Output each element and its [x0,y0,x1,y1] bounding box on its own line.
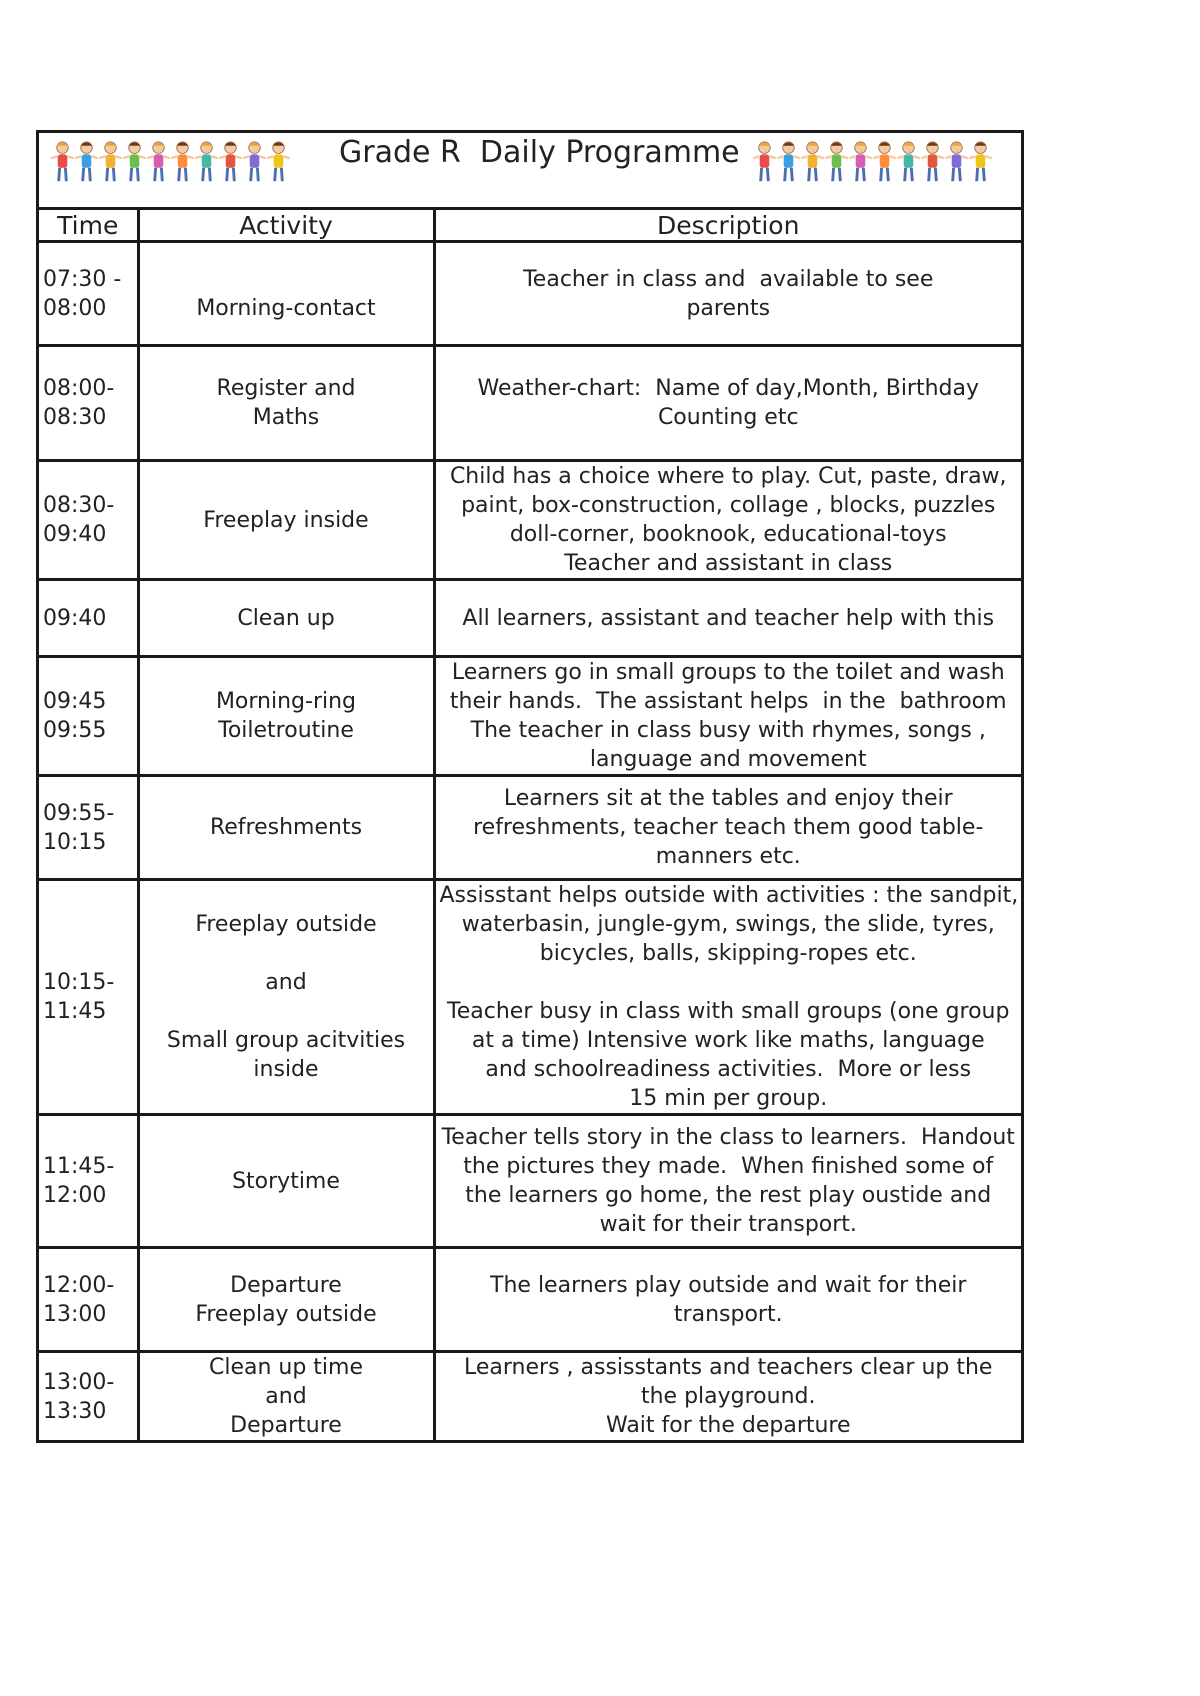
child-figure-icon [945,139,968,187]
description-cell-line: refreshments, teacher teach them good table- [473,815,984,840]
time-cell [39,1115,138,1248]
description-cell [434,1115,1021,1248]
time-cell-line: 07:30 - [43,266,122,292]
time-cell-line: 09:40 [43,522,107,547]
children-holding-hands-illustration-left [51,137,291,187]
header-activity: Activity [138,210,434,242]
activity-cell-line: Refreshments [209,815,363,840]
time-cell [39,346,138,461]
description-cell-line: transport. [673,1301,783,1327]
header-time: Time [39,210,138,242]
description-cell-line: language and movement [589,747,867,772]
description-cell [434,776,1021,880]
time-cell-line: 10:15- [43,970,115,995]
description-cell-line: Teacher in class and available to see [523,266,934,292]
description-cell-line: Counting etc [657,405,799,430]
child-figure-icon [969,139,992,187]
child-figure-icon [51,139,74,187]
table-row [39,776,1021,880]
time-cell [39,657,138,776]
time-cell [39,580,138,657]
child-figure-icon [777,139,800,187]
activity-cell [138,242,434,346]
activity-cell-line: Departure [230,1413,342,1438]
table-row [39,1352,1021,1441]
child-figure-icon [801,139,824,187]
activity-cell-line: Clean up time [208,1355,364,1380]
time-cell [39,1248,138,1352]
activity-cell [138,1248,434,1352]
description-cell-line: waterbasin, jungle-gym, swings, the slide, tyres, [461,912,995,937]
description-cell-line: Teacher tells story in the class to learners. Handout [441,1125,1015,1150]
time-cell-line: 08:30 [43,405,107,430]
child-figure-icon [147,139,170,187]
table-row [39,346,1021,461]
activity-cell-line [144,939,429,968]
schedule-table [39,210,1021,1440]
description-cell-line: Weather-chart: Name of day,Month, Birthday [477,376,980,401]
activity-cell-line: Register and [216,376,356,401]
description-cell-line: Child has a choice where to play. Cut, paste, draw, [449,464,1007,489]
description-cell-line: Teacher busy in class with small groups (one group [447,999,1010,1024]
activity-cell-line: Freeplay outside [195,1301,377,1327]
time-cell-line: 10:15 [43,829,107,855]
description-cell-line: wait for their transport. [599,1212,857,1237]
time-cell-line: 12:00 [43,1183,107,1208]
header-row [39,210,1021,242]
child-figure-icon [243,139,266,187]
description-cell-line: doll-corner, booknook, educational-toys [509,522,947,547]
activity-cell-line: Freeplay inside [203,507,369,533]
child-figure-icon [849,139,872,187]
activity-cell [138,461,434,580]
time-cell [39,242,138,346]
description-cell-line: the learners go home, the rest play oustide and [465,1183,992,1208]
description-cell-line: manners etc. [655,844,801,869]
child-figure-icon [99,139,122,187]
activity-cell-line: and [265,970,307,995]
activity-cell-line: Toiletroutine [218,718,354,743]
activity-cell-line: Morning-ring [215,689,357,714]
description-cell-line: parents [686,295,771,321]
activity-cell [138,776,434,880]
time-cell-line: 11:45 [43,999,107,1024]
description-cell-line: the playground. [640,1384,816,1409]
time-cell-line: 13:30 [43,1398,107,1424]
activity-cell-line: and [265,1384,307,1409]
table-row [39,880,1021,1115]
activity-cell-line: Clean up [237,605,335,631]
description-cell [434,657,1021,776]
page-title: Grade R Daily Programme [339,135,740,170]
activity-cell-line: Freeplay outside [195,912,377,937]
child-figure-icon [171,139,194,187]
time-cell-line: 08:30- [43,493,115,518]
description-cell-line: and schoolreadiness activities. More or less [485,1057,972,1082]
activity-cell [138,1115,434,1248]
time-cell [39,1352,138,1441]
description-cell-line: their hands. The assistant helps in the bathroom [449,689,1007,714]
description-cell [434,346,1021,461]
description-cell [434,1352,1021,1441]
activity-cell-line: Departure [230,1272,342,1298]
description-cell-line: Learners sit at the tables and enjoy their [503,786,953,811]
child-figure-icon [753,139,776,187]
table-row [39,1115,1021,1248]
time-cell-line: 09:55 [43,718,107,743]
table-row [39,580,1021,657]
table-row [39,1248,1021,1352]
time-cell-line: 12:00- [43,1272,115,1298]
table-row [39,657,1021,776]
child-figure-icon [219,139,242,187]
activity-cell-line: Storytime [232,1168,340,1194]
child-figure-icon [921,139,944,187]
description-cell-line: at a time) Intensive work like maths, language [471,1028,985,1053]
time-cell-line: 09:55- [43,800,115,826]
child-figure-icon [897,139,920,187]
description-cell-line [440,968,1018,997]
time-cell-line: 09:45 [43,689,107,714]
activity-cell [138,1352,434,1441]
child-figure-icon [123,139,146,187]
activity-cell [138,657,434,776]
programme-sheet [36,130,1024,1443]
description-cell [434,1248,1021,1352]
time-cell-line: 13:00- [43,1369,115,1395]
activity-cell [138,346,434,461]
description-cell-line: the pictures they made. When finished some of [463,1154,994,1179]
description-cell-line: 15 min per group. [629,1086,828,1111]
child-figure-icon [825,139,848,187]
time-cell-line: 08:00- [43,376,115,401]
child-figure-icon [873,139,896,187]
children-holding-hands-illustration-right [753,137,993,187]
time-cell-line: 08:00 [43,295,107,321]
child-figure-icon [75,139,98,187]
description-cell [434,242,1021,346]
title-banner [39,133,1021,210]
time-cell-line: 11:45- [43,1154,115,1179]
table-row [39,242,1021,346]
description-cell-line: Assisstant helps outside with activities : the sandpit, [439,883,1019,908]
table-row [39,461,1021,580]
activity-cell-line: Morning-contact [196,295,376,321]
activity-cell-line: Small group acitvities [166,1028,406,1053]
activity-cell [138,580,434,657]
description-cell-line: paint, box-construction, collage , blocks, puzzles [461,493,996,518]
time-cell [39,776,138,880]
description-cell-line: Wait for the departure [605,1413,851,1438]
activity-cell-line: Maths [252,405,320,430]
time-cell-line: 13:00 [43,1301,107,1327]
description-cell-line: Learners , assisstants and teachers clear up the [464,1355,993,1380]
time-cell-line: 09:40 [43,605,107,631]
activity-cell-line [144,265,429,294]
child-figure-icon [195,139,218,187]
activity-cell-line [144,997,429,1026]
time-cell [39,880,138,1115]
description-cell [434,461,1021,580]
description-cell-line: All learners, assistant and teacher help with this [462,605,995,631]
description-cell-line: The learners play outside and wait for their [490,1272,967,1298]
description-cell-line: Learners go in small groups to the toilet and wash [451,660,1005,685]
time-cell [39,461,138,580]
activity-cell-line: inside [253,1057,319,1082]
description-cell-line: Teacher and assistant in class [564,551,893,576]
activity-cell [138,880,434,1115]
description-cell [434,880,1021,1115]
description-cell-line: bicycles, balls, skipping-ropes etc. [539,941,917,966]
child-figure-icon [267,139,290,187]
header-description: Description [434,210,1021,242]
description-cell [434,580,1021,657]
description-cell-line: The teacher in class busy with rhymes, songs , [470,718,986,743]
